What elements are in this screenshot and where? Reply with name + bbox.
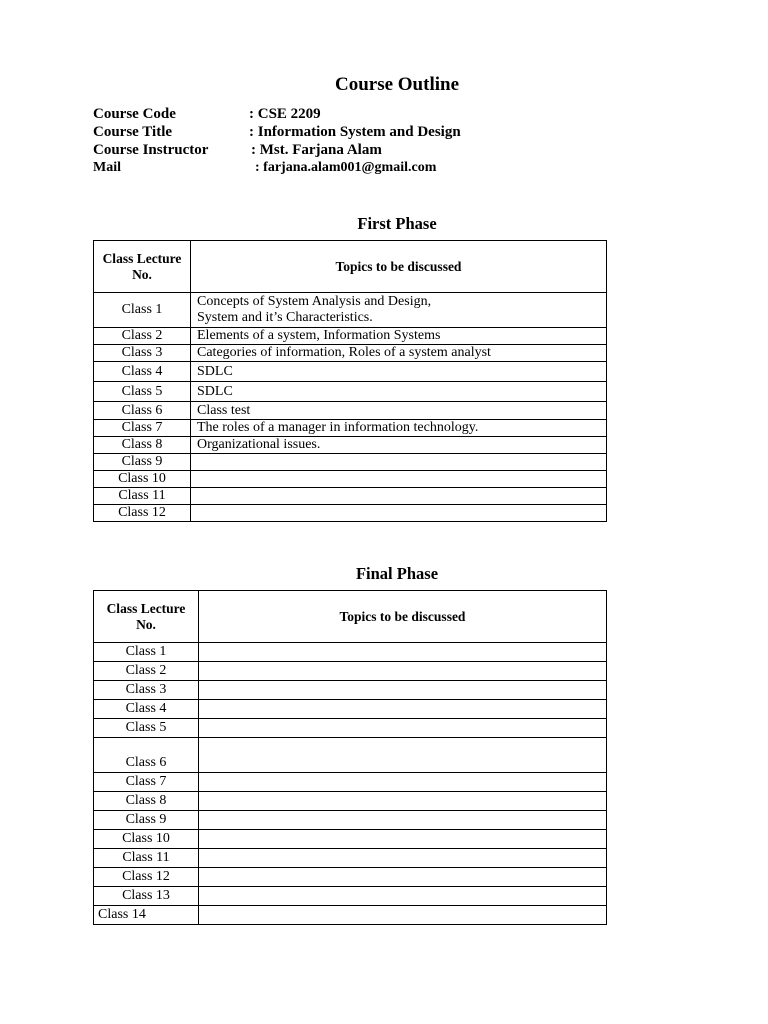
table-row: [94, 773, 607, 792]
table-row: [94, 643, 607, 662]
class-cell: Class 3: [94, 345, 191, 362]
topic-cell: Categories of information, Roles of a system analyst: [191, 345, 607, 362]
class-cell: Class 13: [94, 887, 199, 906]
class-cell: Class 8: [94, 792, 199, 811]
table-row: [94, 868, 607, 887]
topic-cell: [199, 773, 607, 792]
table-row: [94, 420, 607, 437]
topic-cell: [199, 643, 607, 662]
topic-cell: Elements of a system, Information Systems: [191, 328, 607, 345]
final-phase-table: [93, 590, 607, 925]
document-title: Course Outline: [334, 74, 460, 95]
topic-cell: [199, 811, 607, 830]
class-cell: Class 9: [94, 811, 199, 830]
class-cell: Class 7: [94, 773, 199, 792]
topic-cell: [191, 454, 607, 471]
class-cell: Class 14: [94, 906, 199, 925]
table-row: [94, 454, 607, 471]
table-row: [94, 906, 607, 925]
topic-cell: [199, 738, 607, 773]
class-cell: Class 12: [94, 505, 191, 522]
table-row: [94, 811, 607, 830]
table-row: [94, 505, 607, 522]
table-row: [94, 488, 607, 505]
class-lecture-header: Class Lecture No.: [94, 591, 199, 643]
topic-cell: [199, 849, 607, 868]
table-header-row: [94, 241, 607, 293]
table-row: [94, 471, 607, 488]
course-instructor-value: : Mst. Farjana Alam: [251, 142, 382, 158]
class-cell: Class 3: [94, 681, 199, 700]
table-row: [94, 830, 607, 849]
class-cell: Class 5: [94, 719, 199, 738]
topic-cell: [191, 505, 607, 522]
table-row: [94, 402, 607, 420]
class-cell: Class 11: [94, 849, 199, 868]
topic-cell: Organizational issues.: [191, 437, 607, 454]
topics-header: Topics to be discussed: [191, 241, 607, 293]
class-lecture-header: Class Lecture No.: [94, 241, 191, 293]
topic-cell: [199, 719, 607, 738]
class-cell: Class 4: [94, 362, 191, 382]
course-code-label: Course Code: [93, 106, 176, 122]
course-code-value: : CSE 2209: [249, 106, 321, 122]
class-cell: Class 9: [94, 454, 191, 471]
class-cell: Class 4: [94, 700, 199, 719]
topic-cell: [199, 662, 607, 681]
class-cell: Class 6: [94, 402, 191, 420]
mail-value: : farjana.alam001@gmail.com: [255, 160, 437, 175]
class-cell: Class 2: [94, 328, 191, 345]
topic-cell: [199, 681, 607, 700]
table-row: [94, 293, 607, 328]
course-title-value: : Information System and Design: [249, 124, 461, 140]
class-cell: Class 1: [94, 293, 191, 328]
table-row: [94, 662, 607, 681]
table-row: [94, 849, 607, 868]
topic-cell: [199, 887, 607, 906]
class-cell: Class 6: [94, 738, 199, 773]
topic-cell: [199, 700, 607, 719]
class-cell: Class 7: [94, 420, 191, 437]
table-row: [94, 887, 607, 906]
table-row: [94, 382, 607, 402]
topic-cell: [199, 830, 607, 849]
table-row: [94, 719, 607, 738]
topic-cell: SDLC: [191, 382, 607, 402]
mail-label: Mail: [93, 160, 121, 175]
topic-cell: [199, 792, 607, 811]
topic-cell: [199, 906, 607, 925]
topic-cell: SDLC: [191, 362, 607, 382]
class-cell: Class 10: [94, 471, 191, 488]
first-phase-heading: First Phase: [357, 214, 437, 233]
table-row: [94, 681, 607, 700]
course-instructor-label: Course Instructor: [93, 142, 209, 158]
class-cell: Class 1: [94, 643, 199, 662]
topic-line: Concepts of System Analysis and Design,: [197, 294, 432, 309]
table-row: [94, 700, 607, 719]
class-cell: Class 10: [94, 830, 199, 849]
table-header-row: [94, 591, 607, 643]
course-title-label: Course Title: [93, 124, 173, 140]
topic-cell: [191, 293, 607, 328]
table-row: [94, 345, 607, 362]
first-phase-table: [93, 240, 607, 522]
topics-header: Topics to be discussed: [199, 591, 607, 643]
class-cell: Class 2: [94, 662, 199, 681]
class-cell: Class 12: [94, 868, 199, 887]
final-phase-heading: Final Phase: [355, 564, 439, 583]
class-cell: Class 5: [94, 382, 191, 402]
topic-cell: [191, 471, 607, 488]
table-row: [94, 437, 607, 454]
topic-cell: Class test: [191, 402, 607, 420]
table-row: [94, 738, 607, 773]
topic-cell: [191, 488, 607, 505]
topic-line: System and it’s Characteristics.: [197, 310, 373, 325]
class-cell: Class 8: [94, 437, 191, 454]
topic-cell: The roles of a manager in information technology.: [191, 420, 607, 437]
class-cell: Class 11: [94, 488, 191, 505]
topic-cell: [199, 868, 607, 887]
table-row: [94, 792, 607, 811]
table-row: [94, 328, 607, 345]
table-row: [94, 362, 607, 382]
